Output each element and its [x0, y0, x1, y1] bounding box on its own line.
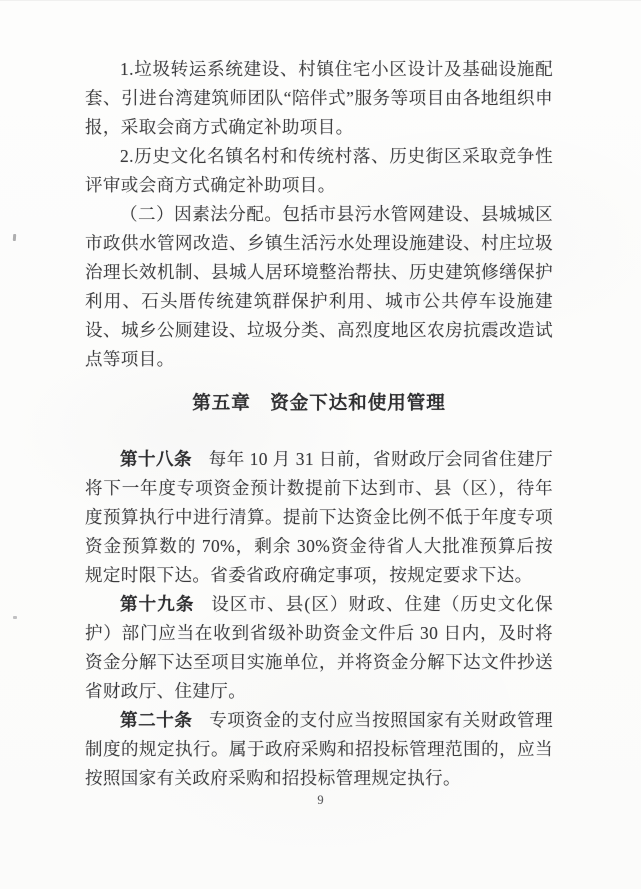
article-19: [85, 590, 553, 706]
article-20-number: 第二十条: [120, 710, 193, 730]
article-19-number: 第十九条: [120, 594, 195, 614]
article-18: [85, 445, 553, 590]
document-body: [85, 0, 553, 793]
article-18-number: 第十八条: [120, 449, 193, 469]
scan-artifact: [13, 616, 17, 619]
paragraph-factor-allocation: （二）因素法分配。包括市县污水管网建设、县城城区市政供水管网改造、乡镇生活污水处理设施建设、村庄垃圾治理长效机制、县城人居环境整治帮扶、历史建筑修缮保护利用、石头厝传统建筑群保护利用、城市公共停车设施建设、城乡公厕建设、垃圾分类、高烈度地区农房抗震改造试点等项目。: [85, 204, 553, 369]
chapter-heading: 第五章 资金下达和使用管理: [192, 394, 446, 414]
paragraph-item-2: 2.历史文化名镇名村和传统村落、历史街区采取竞争性评审或会商方式确定补助项目。: [85, 146, 553, 195]
article-19-text: 设区市、县(区）财政、住建（历史文化保护）部门应当在收到省级补助资金文件后 30 日内，及时将资金分解下达至项目实施单位，并将资金分解下达文件抄送省财政厅、住建厅。: [85, 594, 553, 701]
paragraph-item-1: 1.垃圾转运系统建设、村镇住宅小区设计及基础设施配套、引进台湾建筑师团队“陪伴式”服务等项目由各地组织申报，采取会商方式确定补助项目。: [85, 59, 553, 137]
page-number: 9: [317, 793, 324, 807]
scan-artifact: [13, 234, 16, 241]
article-18-text: 每年 10 月 31 日前，省财政厅会同省住建厅将下一年度专项资金预计数提前下达到市、县（区），待年度预算执行中进行清算。提前下达资金比例不低于年度专项资金预算数的 70%，剩余 30%资金待省人大批准预算后按规定时限下达。省委省政府确定事项，按规定要求下达。: [85, 449, 553, 585]
article-20: [85, 706, 553, 793]
article-20-text: 专项资金的支付应当按照国家有关财政管理制度的规定执行。属于政府采购和招投标管理范围的，应当按照国家有关政府采购和招投标管理规定执行。: [85, 710, 553, 788]
